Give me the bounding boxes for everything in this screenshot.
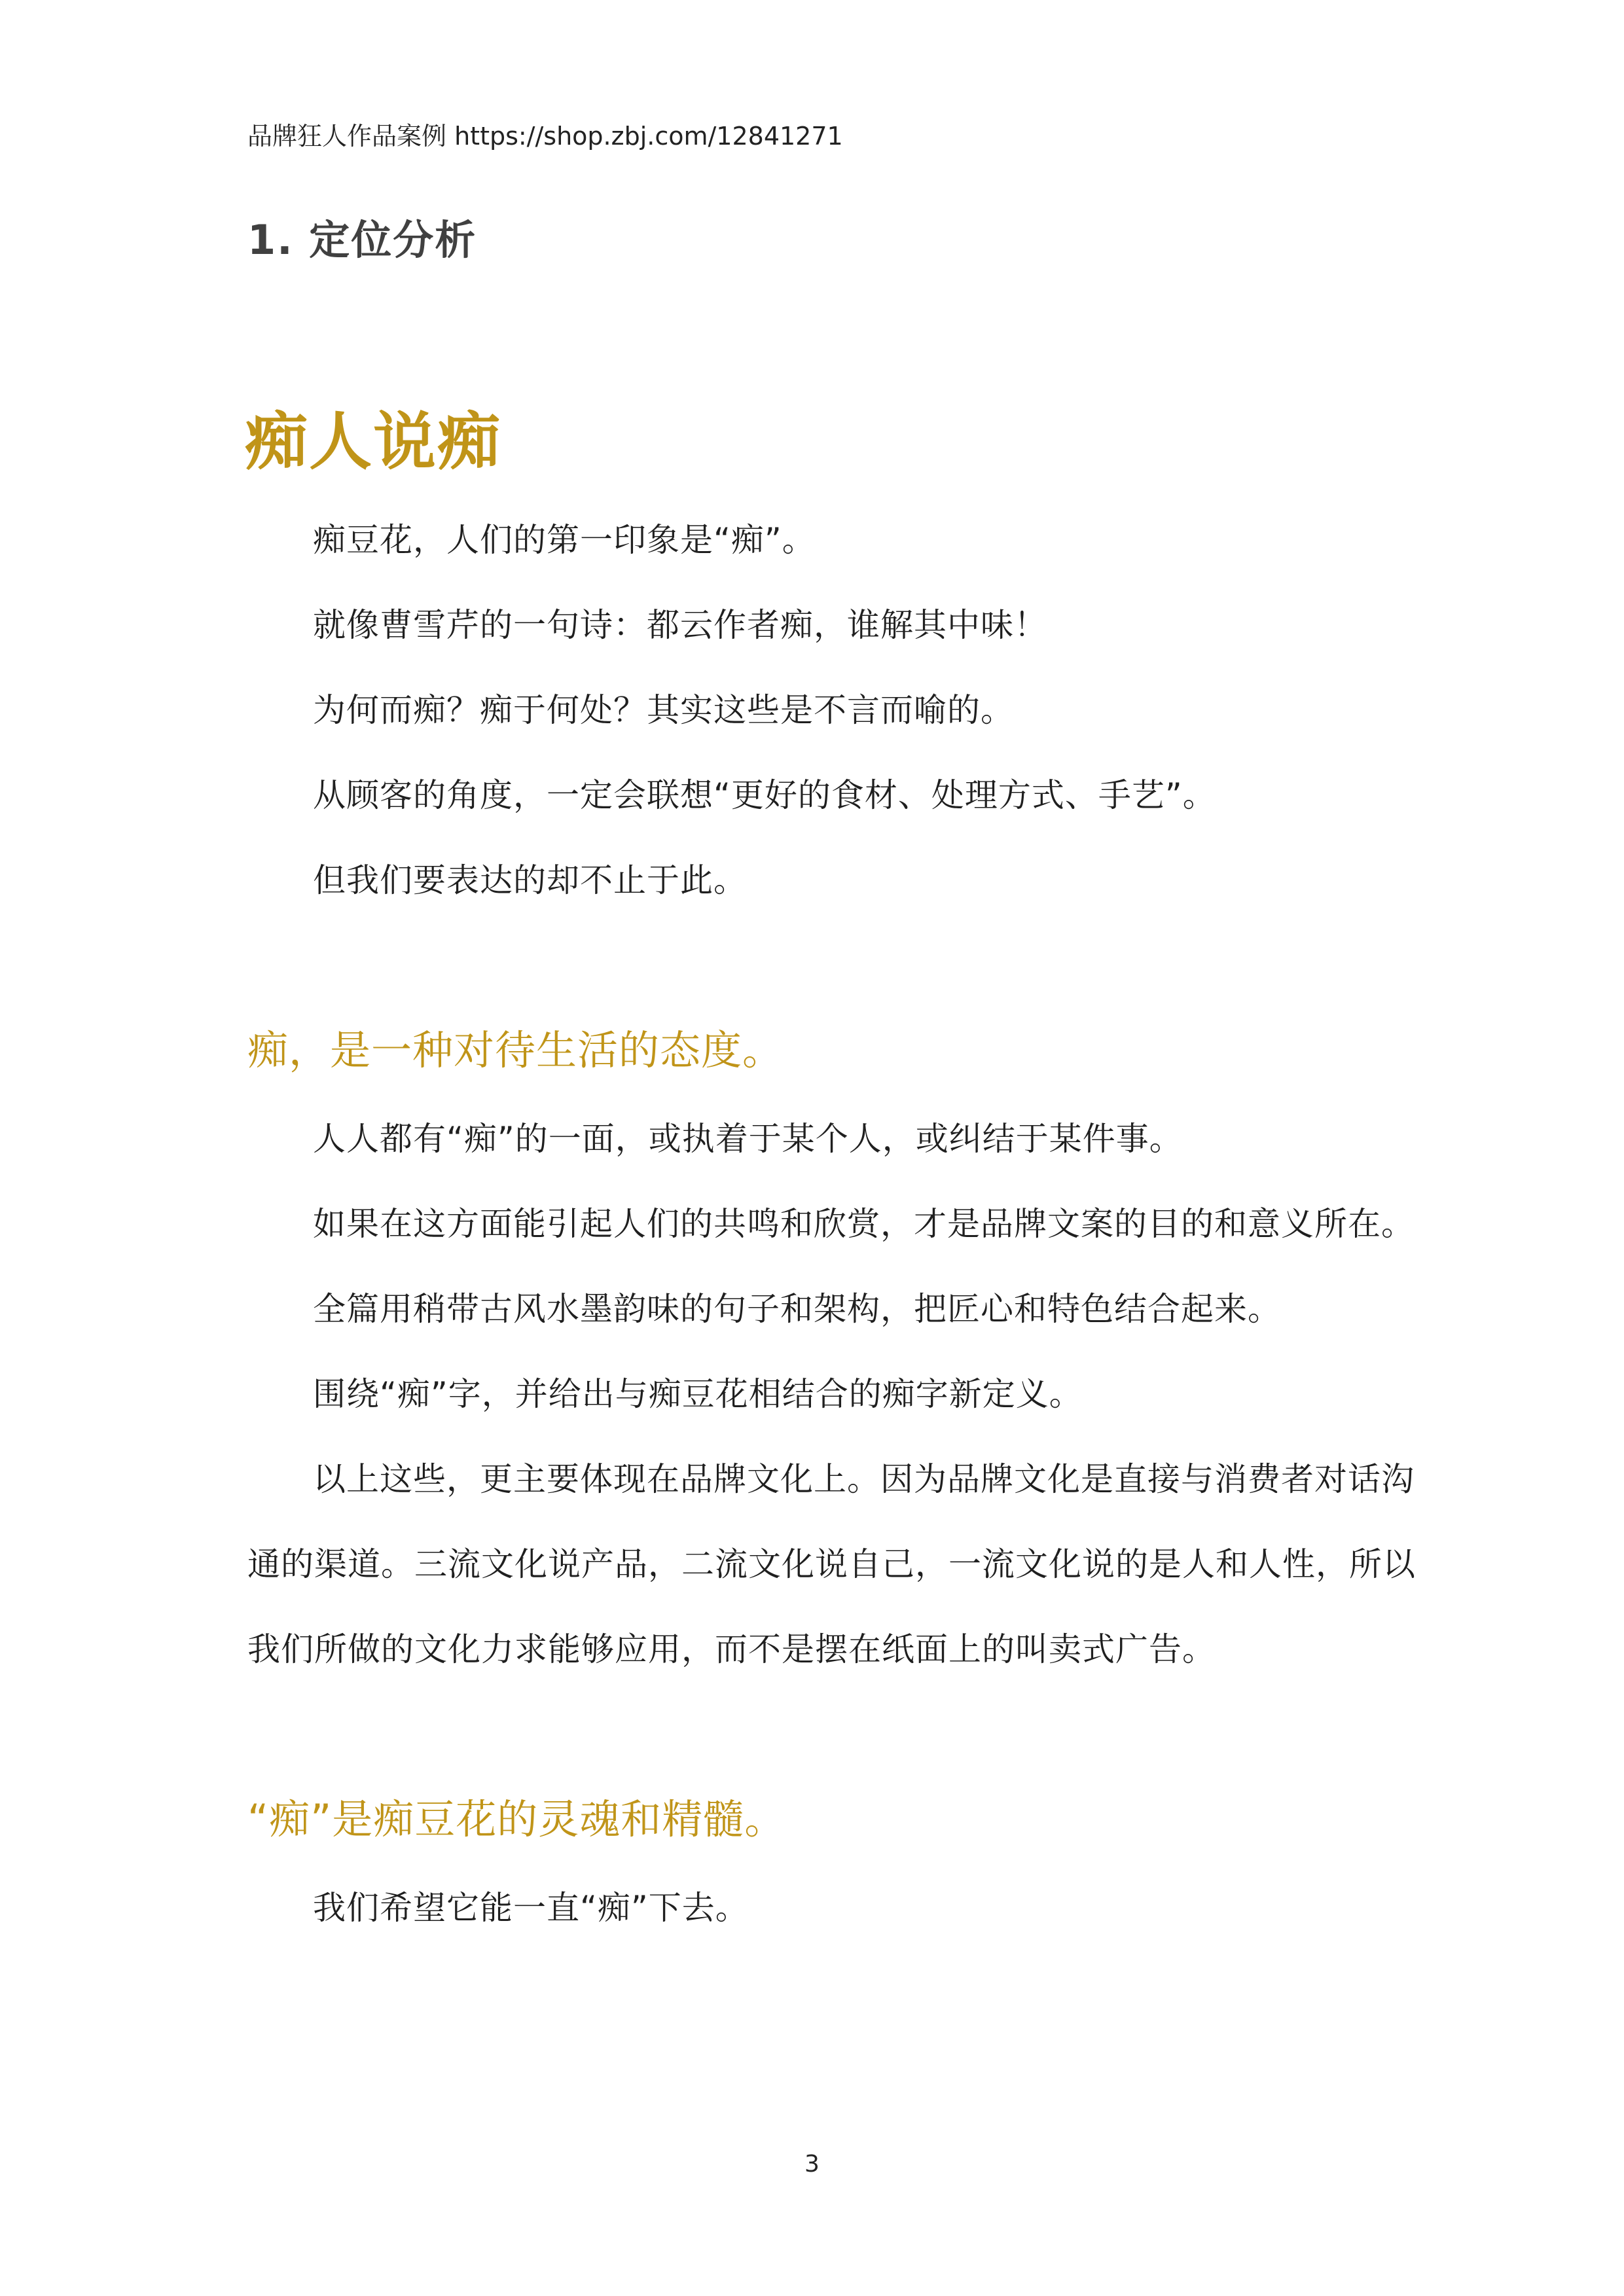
intro-paragraph: 从顾客的角度，一定会联想“更好的食材、处理方式、手艺”。 — [313, 776, 1216, 814]
page-number: 3 — [804, 2151, 820, 2178]
culture-paragraph-line: 通的渠道。三流文化说产品，二流文化说自己，一流文化说的是人和人性，所以 — [247, 1545, 1416, 1583]
subheading-attitude: 痴，是一种对待生活的态度。 — [247, 1026, 784, 1074]
culture-paragraph-line: 以上这些，更主要体现在品牌文化上。因为品牌文化是直接与消费者对话沟 — [313, 1460, 1415, 1498]
subheading-soul: “痴”是痴豆花的灵魂和精髓。 — [247, 1795, 786, 1843]
section-title: 1. 定位分析 — [247, 216, 477, 264]
intro-paragraph: 就像曹雪芹的一句诗：都云作者痴，谁解其中味！ — [313, 606, 1047, 644]
intro-paragraph: 痴豆花，人们的第一印象是“痴”。 — [313, 521, 816, 559]
page-header: 品牌狂人作品案例 https://shop.zbj.com/12841271 — [247, 122, 843, 151]
attitude-paragraph: 围绕“痴”字，并给出与痴豆花相结合的痴字新定义。 — [313, 1375, 1083, 1413]
main-title: 痴人说痴 — [245, 405, 501, 478]
intro-paragraph: 但我们要表达的却不止于此。 — [313, 861, 747, 899]
attitude-paragraph: 人人都有“痴”的一面，或执着于某个人，或纠结于某件事。 — [313, 1120, 1183, 1158]
closing-paragraph: 我们希望它能一直“痴”下去。 — [313, 1889, 749, 1927]
attitude-paragraph: 如果在这方面能引起人们的共鸣和欣赏，才是品牌文案的目的和意义所在。 — [313, 1205, 1415, 1243]
culture-paragraph-line: 我们所做的文化力求能够应用，而不是摆在纸面上的叫卖式广告。 — [247, 1630, 1216, 1668]
intro-paragraph: 为何而痴？痴于何处？其实这些是不言而喻的。 — [313, 691, 1014, 729]
attitude-paragraph: 全篇用稍带古风水墨韵味的句子和架构，把匠心和特色结合起来。 — [313, 1290, 1281, 1328]
